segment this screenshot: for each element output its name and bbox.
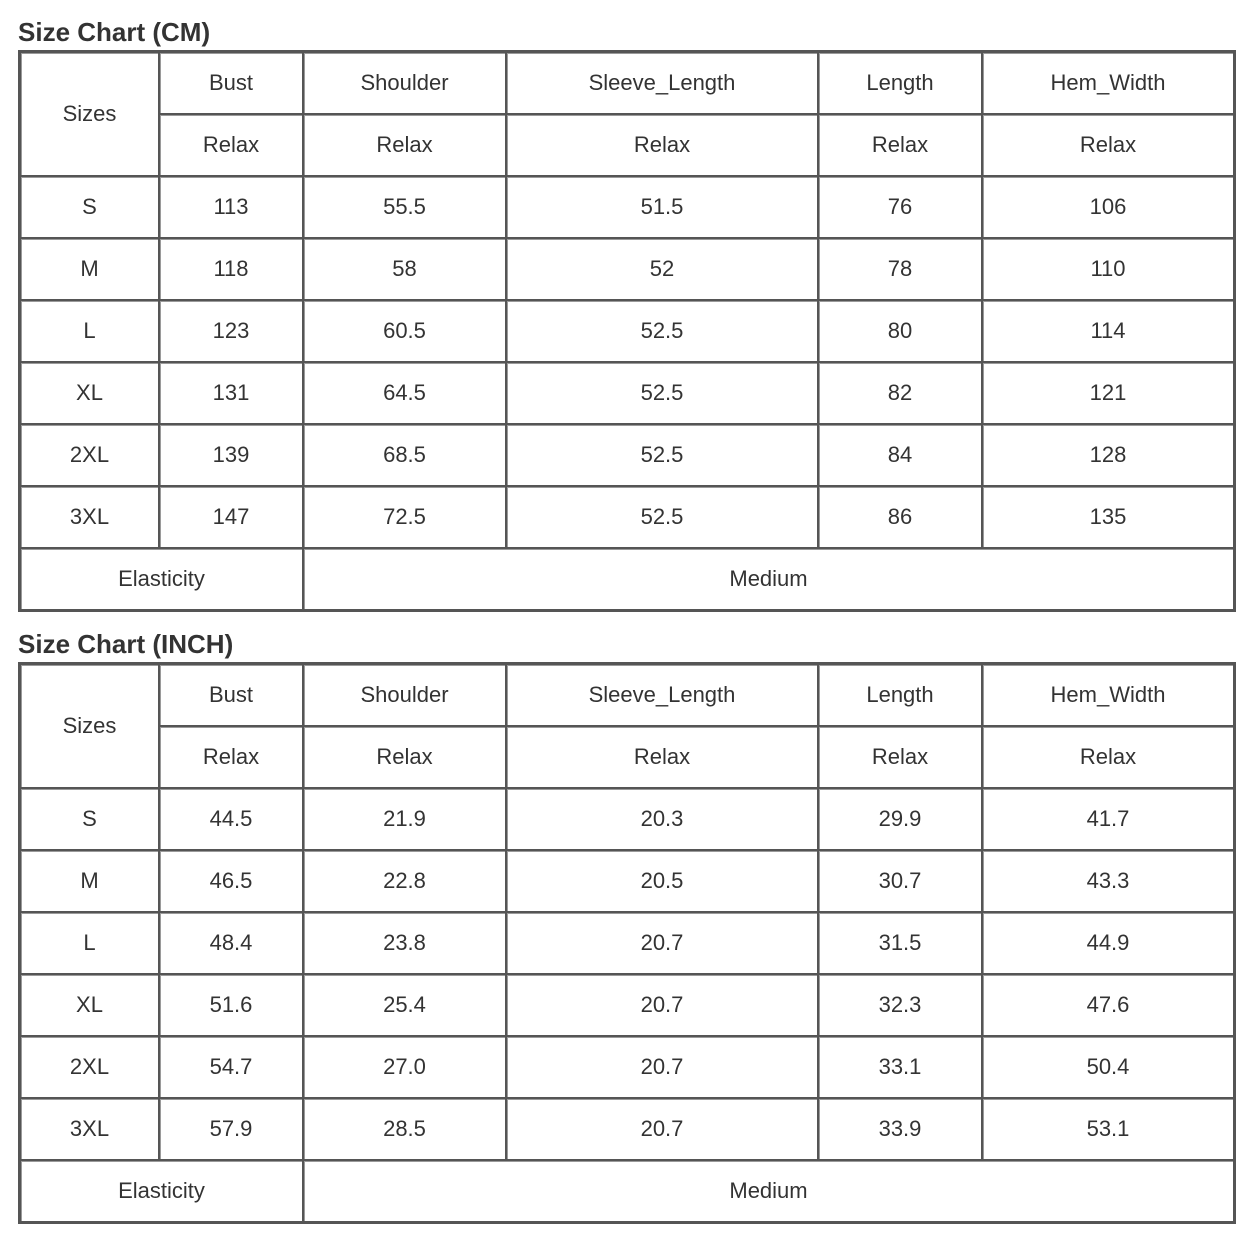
value-cell: 139 — [159, 424, 303, 486]
value-cell: 46.5 — [159, 850, 303, 912]
header-row — [20, 52, 1234, 114]
elasticity-label: Elasticity — [20, 548, 303, 610]
header-row — [20, 664, 1234, 726]
value-cell: 52.5 — [506, 362, 818, 424]
subheader-row — [20, 726, 1234, 788]
elasticity-label: Elasticity — [20, 1160, 303, 1222]
size-cell: S — [20, 788, 159, 850]
value-cell: 86 — [818, 486, 982, 548]
table-row — [20, 486, 1234, 548]
value-cell: 22.8 — [303, 850, 506, 912]
value-cell: 123 — [159, 300, 303, 362]
value-cell: 84 — [818, 424, 982, 486]
table-row — [20, 974, 1234, 1036]
value-cell: 110 — [982, 238, 1234, 300]
value-cell: 20.7 — [506, 1036, 818, 1098]
sizes-header: Sizes — [20, 52, 159, 176]
value-cell: 68.5 — [303, 424, 506, 486]
sizes-header: Sizes — [20, 664, 159, 788]
table-row — [20, 176, 1234, 238]
subheader-cell: Relax — [506, 114, 818, 176]
elasticity-value: Medium — [303, 1160, 1234, 1222]
table-row — [20, 788, 1234, 850]
size-cell: L — [20, 300, 159, 362]
subheader-cell: Relax — [818, 114, 982, 176]
size-table-inch — [18, 662, 1236, 1224]
size-cell: 3XL — [20, 1098, 159, 1160]
value-cell: 33.1 — [818, 1036, 982, 1098]
value-cell: 121 — [982, 362, 1234, 424]
value-cell: 43.3 — [982, 850, 1234, 912]
value-cell: 51.5 — [506, 176, 818, 238]
subheader-cell: Relax — [159, 114, 303, 176]
value-cell: 72.5 — [303, 486, 506, 548]
subheader-cell: Relax — [159, 726, 303, 788]
chart-title-cm: Size Chart (CM) — [18, 17, 211, 47]
value-cell: 118 — [159, 238, 303, 300]
column-header-bust: Bust — [159, 664, 303, 726]
value-cell: 44.9 — [982, 912, 1234, 974]
size-cell: S — [20, 176, 159, 238]
subheader-cell: Relax — [506, 726, 818, 788]
column-header-length: Length — [818, 52, 982, 114]
column-header-shoulder: Shoulder — [303, 52, 506, 114]
table-row — [20, 1036, 1234, 1098]
size-cell: XL — [20, 974, 159, 1036]
size-cell: 2XL — [20, 1036, 159, 1098]
value-cell: 106 — [982, 176, 1234, 238]
value-cell: 57.9 — [159, 1098, 303, 1160]
size-cell: 3XL — [20, 486, 159, 548]
table-row — [20, 424, 1234, 486]
value-cell: 29.9 — [818, 788, 982, 850]
value-cell: 47.6 — [982, 974, 1234, 1036]
value-cell: 25.4 — [303, 974, 506, 1036]
value-cell: 27.0 — [303, 1036, 506, 1098]
value-cell: 54.7 — [159, 1036, 303, 1098]
size-chart-cm — [18, 14, 1236, 612]
column-header-length: Length — [818, 664, 982, 726]
table-row — [20, 238, 1234, 300]
subheader-cell: Relax — [982, 114, 1234, 176]
value-cell: 20.7 — [506, 974, 818, 1036]
subheader-cell: Relax — [818, 726, 982, 788]
table-row — [20, 912, 1234, 974]
size-cell: M — [20, 238, 159, 300]
value-cell: 82 — [818, 362, 982, 424]
elasticity-row — [20, 1160, 1234, 1222]
column-header-shoulder: Shoulder — [303, 664, 506, 726]
subheader-cell: Relax — [303, 726, 506, 788]
value-cell: 52.5 — [506, 486, 818, 548]
value-cell: 50.4 — [982, 1036, 1234, 1098]
value-cell: 53.1 — [982, 1098, 1234, 1160]
subheader-cell: Relax — [982, 726, 1234, 788]
value-cell: 78 — [818, 238, 982, 300]
column-header-bust: Bust — [159, 52, 303, 114]
value-cell: 55.5 — [303, 176, 506, 238]
column-header-sleeve-length: Sleeve_Length — [506, 52, 818, 114]
chart-title-inch: Size Chart (INCH) — [18, 629, 234, 659]
value-cell: 44.5 — [159, 788, 303, 850]
value-cell: 128 — [982, 424, 1234, 486]
value-cell: 51.6 — [159, 974, 303, 1036]
value-cell: 20.5 — [506, 850, 818, 912]
subheader-row — [20, 114, 1234, 176]
value-cell: 31.5 — [818, 912, 982, 974]
value-cell: 60.5 — [303, 300, 506, 362]
table-row — [20, 1098, 1234, 1160]
size-cell: 2XL — [20, 424, 159, 486]
value-cell: 30.7 — [818, 850, 982, 912]
size-chart-inch — [18, 626, 1236, 1224]
value-cell: 52 — [506, 238, 818, 300]
size-cell: L — [20, 912, 159, 974]
value-cell: 76 — [818, 176, 982, 238]
value-cell: 64.5 — [303, 362, 506, 424]
value-cell: 131 — [159, 362, 303, 424]
size-cell: XL — [20, 362, 159, 424]
value-cell: 52.5 — [506, 424, 818, 486]
value-cell: 28.5 — [303, 1098, 506, 1160]
size-cell: M — [20, 850, 159, 912]
value-cell: 33.9 — [818, 1098, 982, 1160]
value-cell: 32.3 — [818, 974, 982, 1036]
table-row — [20, 300, 1234, 362]
column-header-sleeve-length: Sleeve_Length — [506, 664, 818, 726]
value-cell: 114 — [982, 300, 1234, 362]
value-cell: 52.5 — [506, 300, 818, 362]
column-header-hem-width: Hem_Width — [982, 664, 1234, 726]
value-cell: 21.9 — [303, 788, 506, 850]
value-cell: 113 — [159, 176, 303, 238]
elasticity-row — [20, 548, 1234, 610]
value-cell: 147 — [159, 486, 303, 548]
value-cell: 20.7 — [506, 912, 818, 974]
size-table-cm — [18, 50, 1236, 612]
subheader-cell: Relax — [303, 114, 506, 176]
value-cell: 135 — [982, 486, 1234, 548]
value-cell: 58 — [303, 238, 506, 300]
value-cell: 20.7 — [506, 1098, 818, 1160]
elasticity-value: Medium — [303, 548, 1234, 610]
table-row — [20, 850, 1234, 912]
table-row — [20, 362, 1234, 424]
value-cell: 41.7 — [982, 788, 1234, 850]
column-header-hem-width: Hem_Width — [982, 52, 1234, 114]
value-cell: 48.4 — [159, 912, 303, 974]
value-cell: 20.3 — [506, 788, 818, 850]
value-cell: 80 — [818, 300, 982, 362]
value-cell: 23.8 — [303, 912, 506, 974]
